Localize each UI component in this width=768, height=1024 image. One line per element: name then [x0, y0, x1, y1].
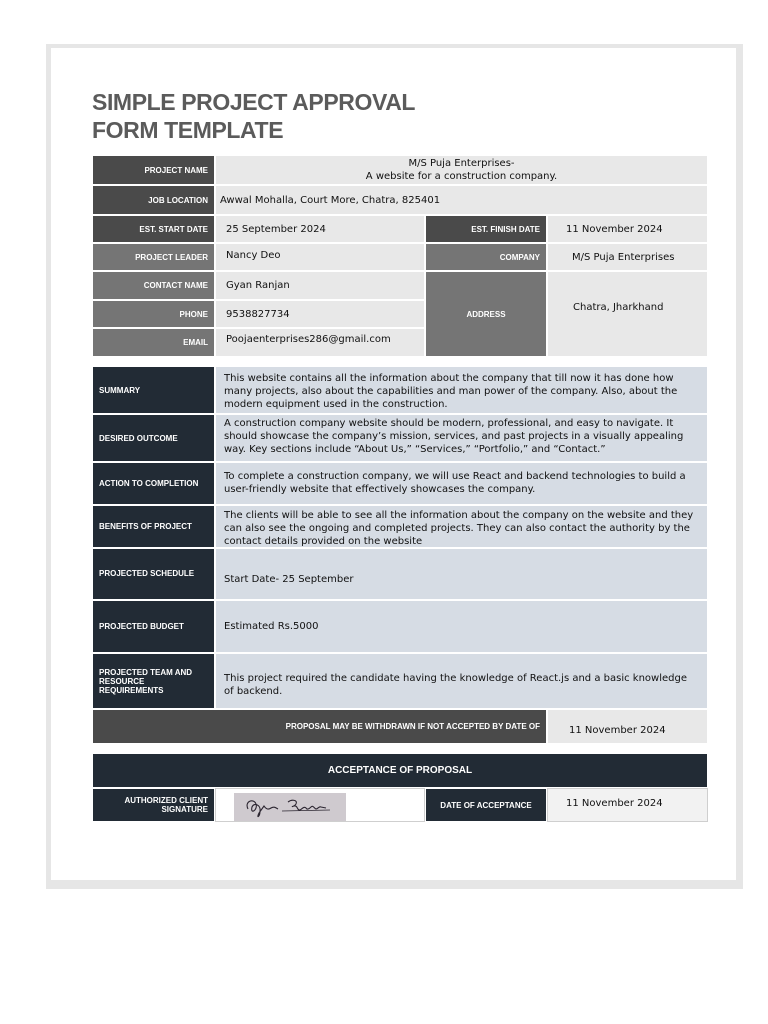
- contact-name-label: CONTACT NAME: [92, 271, 215, 300]
- action-to-completion-value[interactable]: To complete a construction company, we will use React and backend technologies to build a user-friendly website that effectively showcases the company.: [215, 462, 708, 505]
- title-line-2: FORM TEMPLATE: [92, 117, 284, 143]
- benefits-value[interactable]: The clients will be able to see all the information about the company on the website and they can also see the ongoing and completed projects. They can also contact the authority by the contact details provided on the website: [215, 505, 708, 548]
- action-to-completion-label: ACTION TO COMPLETION: [92, 462, 215, 505]
- summary-value[interactable]: This website contains all the information about the company that till now it has done how many projects, also about the capabilities and man power of the company. Also, about the modern equipment used in the construction.: [215, 366, 708, 414]
- start-date-value[interactable]: 25 September 2024: [215, 215, 425, 243]
- company-value[interactable]: M/S Puja Enterprises: [547, 243, 708, 271]
- address-label: ADDRESS: [425, 271, 547, 357]
- summary-label: SUMMARY: [92, 366, 215, 414]
- date-of-acceptance-label: DATE OF ACCEPTANCE: [425, 788, 547, 822]
- phone-label: PHONE: [92, 300, 215, 328]
- project-name-line-2: A website for a construction company.: [365, 171, 558, 182]
- title-line-1: SIMPLE PROJECT APPROVAL: [92, 89, 416, 115]
- desired-outcome-value[interactable]: A construction company website should be modern, professional, and easy to navigate. It should showcase the company’s mission, services, and past projects in a visually appealing way. Key sections include “About Us,” “Services,” “Portfolio,” and “Contact.”: [215, 414, 708, 462]
- date-of-acceptance-value[interactable]: 11 November 2024: [547, 788, 708, 822]
- team-resources-label: PROJECTED TEAM AND RESOURCE REQUIREMENTS: [92, 653, 215, 709]
- contact-name-value[interactable]: Gyan Ranjan: [215, 271, 425, 300]
- address-value[interactable]: Chatra, Jharkhand: [547, 271, 708, 357]
- phone-value[interactable]: 9538827734: [215, 300, 425, 328]
- project-name-line-1: M/S Puja Enterprises-: [408, 158, 515, 169]
- desired-outcome-label: DESIRED OUTCOME: [92, 414, 215, 462]
- authorized-signature-label: AUTHORIZED CLIENT SIGNATURE: [92, 788, 215, 822]
- projected-budget-label: PROJECTED BUDGET: [92, 600, 215, 653]
- benefits-label: BENEFITS OF PROJECT: [92, 505, 215, 548]
- withdrawal-date-value[interactable]: 11 November 2024: [547, 709, 708, 744]
- start-date-label: EST. START DATE: [92, 215, 215, 243]
- acceptance-header: ACCEPTANCE OF PROPOSAL: [92, 753, 708, 788]
- finish-date-label: EST. FINISH DATE: [425, 215, 547, 243]
- withdrawal-notice-label: PROPOSAL MAY BE WITHDRAWN IF NOT ACCEPTED BY DATE OF: [92, 709, 547, 744]
- finish-date-value[interactable]: 11 November 2024: [547, 215, 708, 243]
- team-resources-value[interactable]: This project required the candidate having the knowledge of React.js and a basic knowledge of backend.: [215, 653, 708, 709]
- company-label: COMPANY: [425, 243, 547, 271]
- job-location-value[interactable]: Awwal Mohalla, Court More, Chatra, 825401: [215, 185, 708, 215]
- job-location-label: JOB LOCATION: [92, 185, 215, 215]
- handwritten-signature: [234, 793, 346, 821]
- project-name-label: PROJECT NAME: [92, 155, 215, 185]
- projected-budget-value[interactable]: Estimated Rs.5000: [215, 600, 708, 653]
- projected-schedule-value[interactable]: Start Date- 25 September: [215, 548, 708, 600]
- email-value[interactable]: Poojaenterprises286@gmail.com: [215, 328, 425, 357]
- page-title: [92, 88, 415, 144]
- project-leader-label: PROJECT LEADER: [92, 243, 215, 271]
- project-leader-value[interactable]: Nancy Deo: [215, 243, 425, 271]
- projected-schedule-label: PROJECTED SCHEDULE: [92, 548, 215, 600]
- project-name-value[interactable]: [215, 155, 708, 185]
- email-label: EMAIL: [92, 328, 215, 357]
